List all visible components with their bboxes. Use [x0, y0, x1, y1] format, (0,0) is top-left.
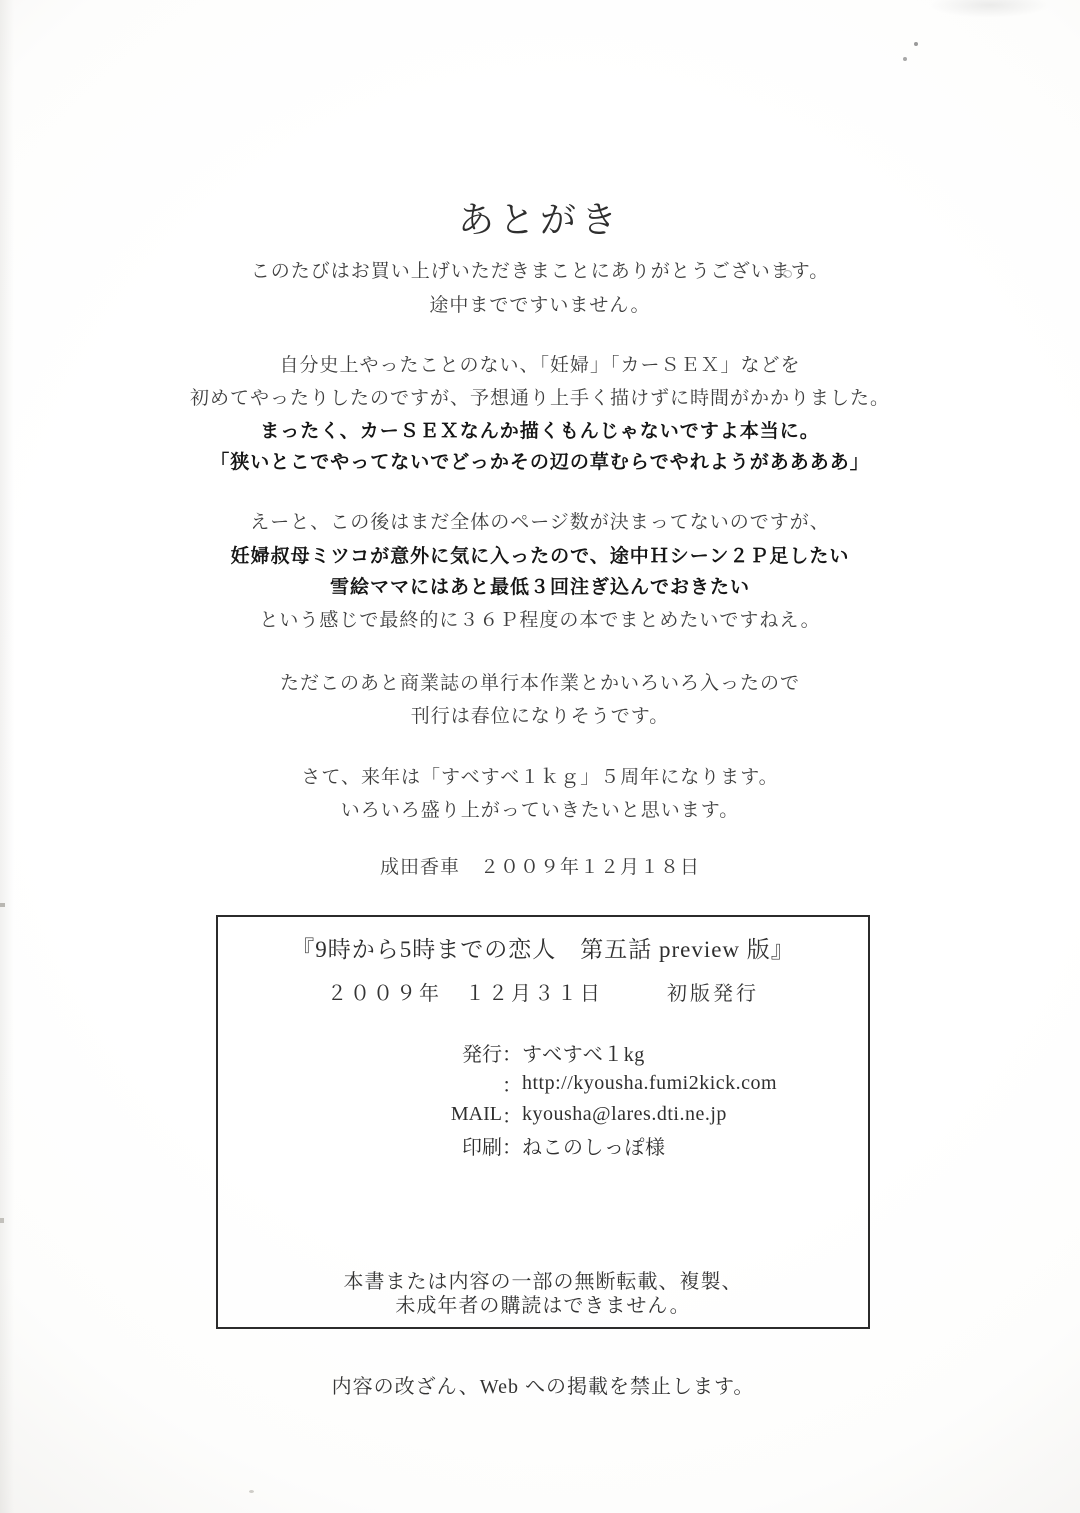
afterword-line: このたびはお買い上げいただきまことにありがとうございます。 [250, 261, 830, 282]
age-restriction-notice: 未成年者の購読はできません。 [395, 1295, 691, 1317]
page-title: あとがき [457, 200, 622, 241]
publication-date: ２００９年 １２月３１日 [327, 983, 603, 1005]
scan-speck [0, 903, 5, 907]
afterword-line: 自分史上やったことのない、「妊婦」「カーＳＥＸ」などを [279, 355, 801, 376]
afterword-line-emphasis: 妊婦叔母ミツコが意外に気に入ったので、途中Ｈシーン２Ｐ足したい [230, 545, 850, 567]
copyright-notice [218, 1195, 868, 1475]
author-signature: 成田香車 ２００９年１２月１８日 [379, 857, 700, 878]
scan-speck [0, 1218, 4, 1223]
colon-separator: ： [502, 1075, 522, 1097]
publisher-row-label: 発行 [462, 1044, 502, 1066]
edition-label: 初版発行 [667, 983, 759, 1005]
scan-speck [249, 1490, 254, 1493]
publisher-row [432, 1037, 777, 1068]
publisher-row-label: MAIL [450, 1103, 502, 1125]
afterword-line: さて、来年は「すべすべ１ｋｇ」５周年になります。 [301, 767, 779, 788]
afterword-line: 途中までですいません。 [429, 295, 651, 316]
afterword-line: ただこのあと商業誌の単行本作業とかいろいろ入ったので [279, 673, 800, 694]
colon-separator: ： [502, 1137, 522, 1159]
book-title: 『9時から5時までの恋人 第五話 preview 版』 [291, 937, 795, 962]
scan-speck [903, 57, 907, 61]
website-url: http://kyousha.fumi2kick.com [522, 1072, 778, 1094]
publisher-row [432, 1068, 777, 1099]
copyright-notice-line: 内容の改ざん、Web への掲載を禁止します。 [331, 1376, 755, 1398]
publication-date-row [218, 977, 868, 1006]
publisher-info [432, 1037, 777, 1161]
afterword-line: えーと、この後はまだ全体のページ数が決まってないのですが、 [250, 512, 830, 533]
colon-separator: ： [502, 1106, 522, 1128]
afterword-line-emphasis: 「狭いとこでやってないでどっかその辺の草むらでやれようがああああ」 [210, 451, 870, 473]
colophon-box [216, 915, 870, 1398]
afterword-line: という感じで最終的に３６Ｐ程度の本でまとめたいですねえ。 [259, 610, 821, 631]
circle-name: すべすべ１kg [522, 1044, 645, 1066]
email-address: kyousha@lares.dti.ne.jp [522, 1103, 727, 1125]
printer-name: ねこのしっぽ様 [522, 1137, 666, 1159]
scan-speck [914, 42, 918, 46]
colon-separator: ： [502, 1044, 522, 1066]
publisher-row-label: 印刷 [462, 1137, 502, 1159]
publisher-row [432, 1099, 777, 1130]
afterword-line: いろいろ盛り上がっていきたいと思います。 [340, 800, 740, 821]
afterword-line-emphasis: 雪絵ママにはあと最低３回注ぎ込んでおきたい [329, 576, 750, 598]
scan-speck [783, 270, 792, 278]
publisher-row [432, 1130, 777, 1161]
afterword-line-emphasis: まったく、カーＳＥＸなんか描くもんじゃないですよ本当に。 [260, 420, 820, 442]
copyright-notice-line: 本書または内容の一部の無断転載、複製、 [343, 1271, 743, 1293]
afterword-line: 初めてやったりしたのですが、予想通り上手く描けずに時間がかかりました。 [189, 388, 890, 409]
afterword-line: 刊行は春位になりそうです。 [410, 706, 670, 727]
